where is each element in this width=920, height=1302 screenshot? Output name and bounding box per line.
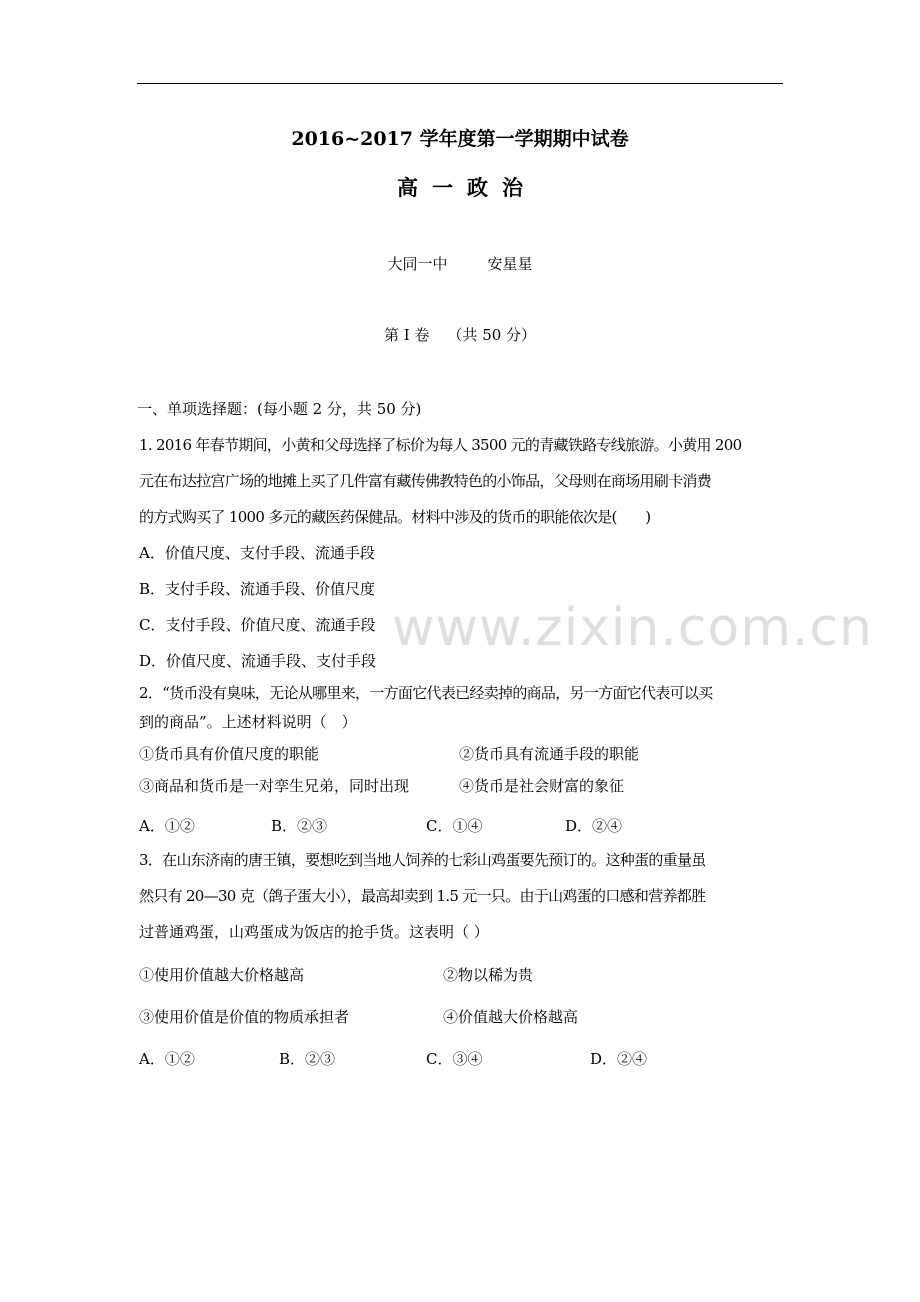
subject-title: 高一政治: [397, 175, 537, 200]
q3-option-a: A．①②: [139, 1050, 195, 1068]
q2-statement-1: ①货币具有价值尺度的职能: [139, 745, 320, 763]
q2-statement-3: ③商品和货币是一对孪生兄弟，同时出现: [139, 777, 410, 795]
q2-statement-4: ④货币是社会财富的象征: [459, 777, 625, 795]
q3-statement-1: ①使用价值越大价格越高: [139, 966, 305, 984]
q1-option-d: D．价值尺度、流通手段、支付手段: [139, 652, 377, 670]
q2-option-d: D．②④: [565, 817, 623, 835]
q2-line: 2．“货币没有臭味，无论从哪里来，一方面它代表已经卖掉的商品，另一方面它代表可以买: [139, 684, 713, 702]
q3-line: 过普通鸡蛋，山鸡蛋成为饭店的抢手货。这表明（ ）: [139, 923, 489, 941]
volume-score: （共 50 分）: [447, 326, 537, 344]
q2-line: 到的商品”。上述材料说明（ ）: [139, 713, 357, 731]
q3-statement-3: ③使用价值是价值的物质承担者: [139, 1008, 350, 1026]
q3-option-c: C．③④: [426, 1050, 483, 1068]
q3-line: 3．在山东济南的唐王镇，要想吃到当地人饲养的七彩山鸡蛋要先预订的。这种蛋的重量虽: [139, 851, 706, 869]
volume-label: 第 I 卷: [383, 326, 430, 344]
q1-line: 1. 2016 年春节期间，小黄和父母选择了标价为每人 3500 元的青藏铁路专线旅游。小黄用 200: [139, 436, 742, 454]
q1-line: 元在布达拉宫广场的地摊上买了几件富有藏传佛教特色的小饰品，父母则在商场用刷卡消费: [139, 472, 712, 490]
q2-option-a: A．①②: [139, 817, 195, 835]
q2-option-c: C．①④: [426, 817, 483, 835]
q1-option-c: C．支付手段、价值尺度、流通手段: [139, 616, 376, 634]
q2-statement-2: ②货币具有流通手段的职能: [459, 745, 640, 763]
q3-option-b: B．②③: [279, 1050, 336, 1068]
author-name: 安星星: [487, 255, 533, 273]
q3-option-d: D．②④: [590, 1050, 648, 1068]
volume-line: [0, 324, 920, 345]
author-line: [0, 253, 920, 274]
school-name: 大同一中: [387, 255, 448, 273]
q1-option-a: A．价值尺度、支付手段、流通手段: [139, 544, 375, 562]
exam-title: 2016~2017 学年度第一学期期中试卷: [291, 128, 629, 150]
watermark-text: www.zixin.com.cn: [392, 598, 873, 658]
q1-line: 的方式购买了 1000 多元的藏医药保健品。材料中涉及的货币的职能依次是( ): [139, 508, 651, 526]
q3-statement-4: ④价值越大价格越高: [443, 1008, 579, 1026]
q2-option-b: B．②③: [271, 817, 328, 835]
q1-option-b: B．支付手段、流通手段、价值尺度: [139, 580, 376, 598]
q3-line: 然只有 20—30 克（鸽子蛋大小），最高却卖到 1.5 元一只。由于山鸡蛋的口感和营养都胜: [139, 887, 706, 905]
q3-statement-2: ②物以稀为贵: [443, 966, 534, 984]
section-heading: 一、单项选择题：(每小题 2 分，共 50 分): [137, 400, 422, 418]
header-rule: [137, 83, 783, 84]
